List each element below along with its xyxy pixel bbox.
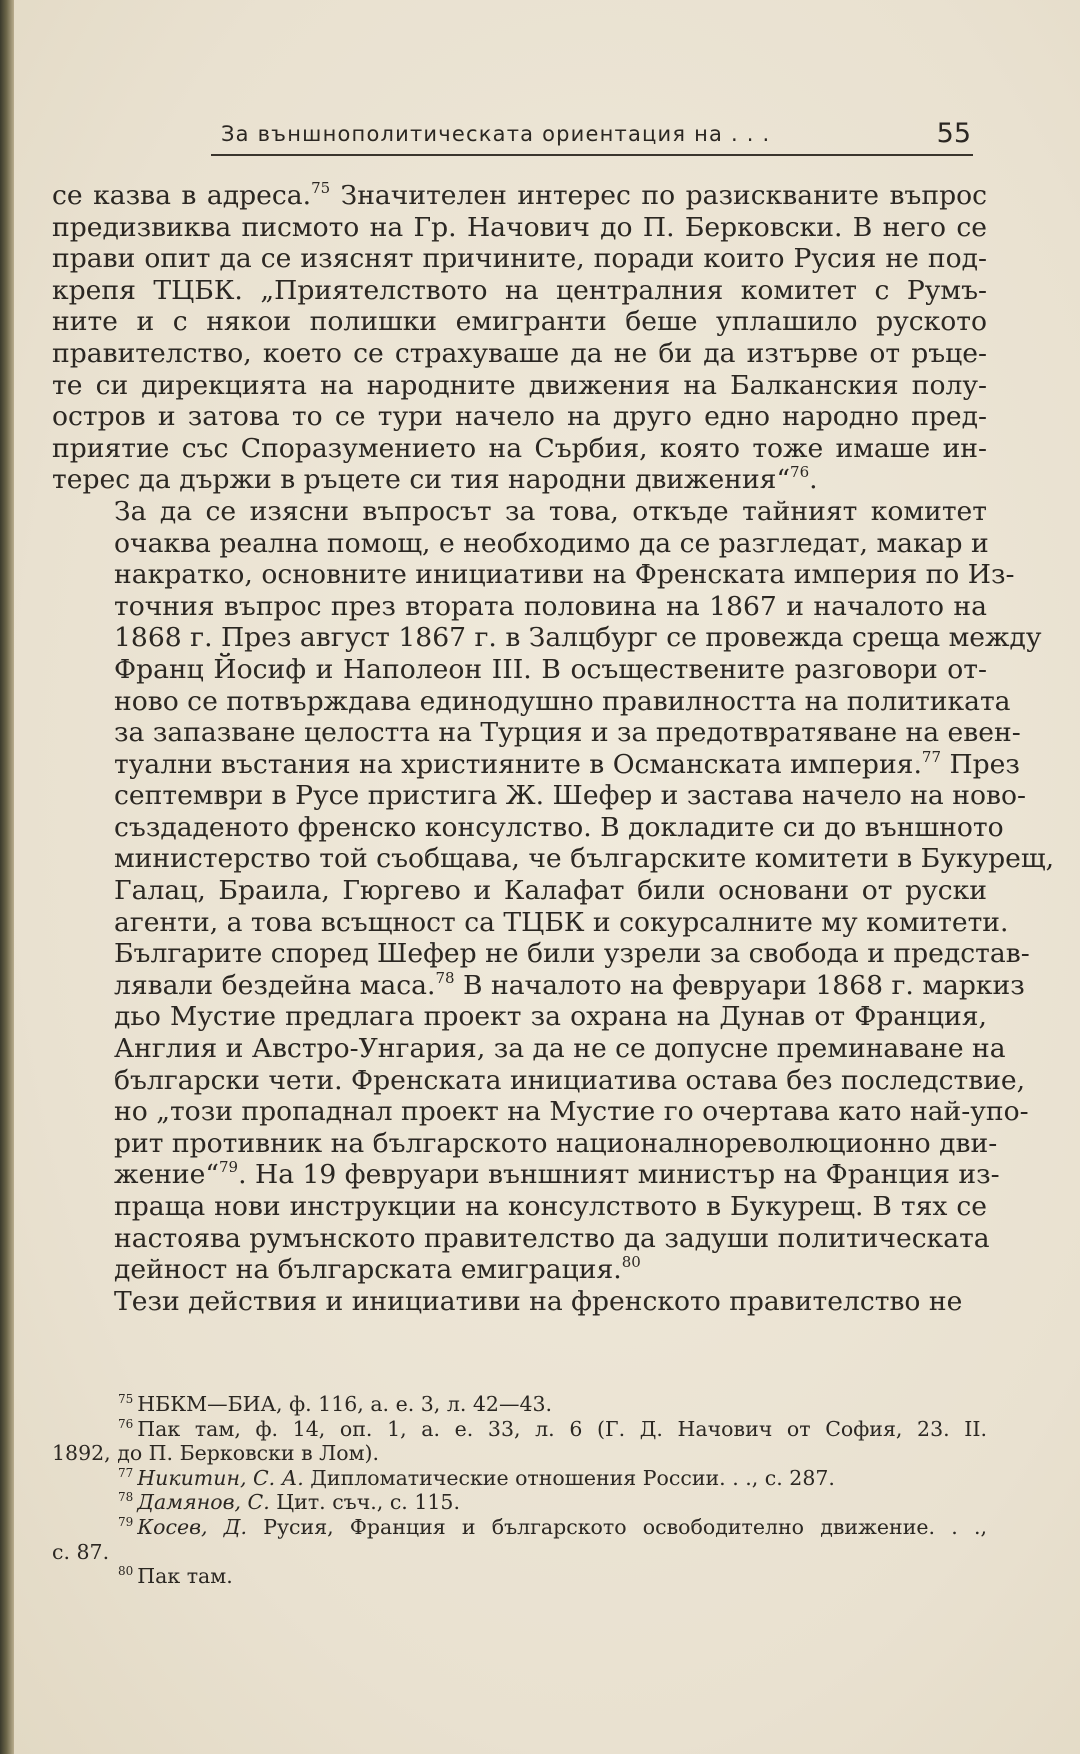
text-line: [52, 968, 1025, 1002]
text-span: дьо Мустие предлага проект за охрана на Дунав от Франция,: [114, 1001, 987, 1033]
text-span: български чети. Френската инициатива остава без последствие,: [114, 1064, 1026, 1096]
text-line: [52, 528, 987, 560]
footnote-ref: 80: [621, 1253, 641, 1272]
footnote-text: НБКМ—БИА, ф. 116, а. е. 3, л. 42—43.: [137, 1392, 553, 1416]
text-line: [52, 1191, 987, 1223]
text-span: очаква реална помощ, е необходимо да се разгледат, макар и: [114, 527, 989, 559]
text-line: [52, 1222, 990, 1255]
text-span: ните и с някои полишки емигранти беше уплашило руското: [52, 306, 987, 338]
text-span: правителство, което се страхуваше да не би да изтърве от ръце-: [52, 337, 987, 369]
text-line: [52, 275, 987, 307]
footnote-continuation: 1892, до П. Берковски в Лом).: [52, 1441, 380, 1466]
text-line: [52, 938, 1030, 970]
text-line: [52, 1096, 1029, 1128]
text-span: През: [941, 748, 1020, 780]
text-line: [52, 591, 987, 623]
footnote: [52, 1466, 987, 1491]
text-span: за запазване целостта на Турция и за предотвратяване на евен-: [114, 717, 1021, 749]
text-span: приятие със Споразумението на Сърбия, която тоже имаше ин-: [52, 432, 987, 464]
text-span: .: [809, 464, 818, 496]
text-line: [52, 780, 1026, 812]
text-span: агенти, а това всъщност са ТЦБК и сокурсалните му комитети.: [114, 906, 1009, 938]
text-span: Англия и Австро-Унгария, за да не се допусне преминаване на: [114, 1033, 1006, 1065]
text-span: настоява румънското правителство да задуши политическата: [114, 1222, 990, 1254]
text-line: [52, 306, 987, 338]
body-text: [52, 179, 1055, 1317]
text-span: се казва в адреса.: [52, 180, 312, 211]
paragraph: [52, 1286, 987, 1318]
footnote-ref: 78: [435, 968, 455, 987]
paragraph: [52, 180, 987, 496]
text-span: предизвиква писмото на Гр. Начович до П. Берковски. В него се: [52, 211, 987, 243]
footnote-author: Дамянов, С.: [137, 1490, 270, 1515]
text-line: [52, 1001, 987, 1033]
text-span: 1868 г. През август 1867 г. в Залцбург се провежда среща между: [114, 622, 1042, 654]
text-line: [52, 370, 987, 402]
text-line: [52, 717, 1021, 749]
text-line: [52, 843, 1055, 875]
book-spine-shadow: [0, 0, 14, 1754]
text-span: дейност на българската емиграция.: [114, 1254, 622, 1286]
footnote: [52, 1417, 987, 1442]
text-line: [52, 243, 987, 275]
text-span: прави опит да се изяснят причините, поради които Русия не под-: [52, 243, 987, 275]
text-span: рит противник на българското националнореволюционно дви-: [114, 1127, 998, 1159]
text-span: За да се изясни въпросът за това, откъде тайният комитет: [114, 495, 987, 527]
footnote-number: 79: [118, 1514, 134, 1529]
footnote: [52, 1490, 987, 1515]
text-line: [52, 180, 987, 212]
text-span: туални въстания на християните в Османската империя.: [114, 748, 922, 780]
text-line: [52, 496, 987, 528]
text-line: [52, 906, 1009, 939]
footnote: [52, 1392, 987, 1417]
text-line: [52, 212, 987, 244]
running-head: [211, 118, 973, 158]
footnote-author: Никитин, С. А.: [137, 1465, 304, 1490]
text-line: [52, 464, 987, 496]
text-line: [52, 747, 1020, 781]
footnote-ref: 79: [219, 1158, 239, 1177]
header-rule: [211, 154, 973, 156]
text-line: [52, 1127, 998, 1160]
text-line: [52, 1033, 1006, 1065]
footnote-ref: 76: [790, 463, 810, 482]
text-line: [52, 401, 987, 433]
footnote-number: 77: [118, 1465, 134, 1480]
footnote-ref: 77: [921, 747, 942, 766]
text-span: ново се потвърждава единодушно правилността на политиката: [114, 685, 1011, 717]
running-title: За външнополитическата ориентация на . . .: [221, 122, 771, 146]
text-span: те си дирекцията на народните движения на Балканския полу-: [52, 369, 987, 401]
footnote-text: Русия, Франция и българското освободително движение. . .,: [246, 1514, 987, 1539]
text-span: Значителен интерес по разискваните въпрос: [330, 180, 988, 211]
text-span: министерство той съобщава, че българските комитети в Букурещ,: [114, 843, 1055, 875]
text-line: [52, 1286, 987, 1318]
footnote-ref: 75: [311, 179, 331, 197]
paragraph: [52, 495, 1055, 1286]
text-span: праща нови инструкции на консулството в Букурещ. В тях се: [114, 1191, 987, 1222]
text-span: остров и затова то се тури начело на друго едно народно пред-: [52, 401, 987, 433]
footnote-text: Пак там, ф. 14, оп. 1, а. е. 33, л. 6 (Г. Д. Начович от София, 23. II.: [137, 1416, 987, 1441]
footnote-number: 75: [118, 1392, 134, 1406]
text-line: [52, 685, 1011, 718]
footnote-continuation: с. 87.: [52, 1539, 110, 1564]
footnote-number: 80: [118, 1564, 134, 1579]
text-span: но „този пропаднал проект на Мустие го очертава като най-упо-: [114, 1096, 1029, 1128]
text-line: [52, 875, 987, 907]
text-span: Българите според Шефер не били узрели за свобода и представ-: [114, 938, 1030, 970]
text-line: [52, 654, 987, 686]
footnote: [52, 1564, 987, 1589]
footnote-text: Пак там.: [137, 1564, 233, 1589]
text-line: [52, 338, 987, 370]
footnotes: [52, 1392, 987, 1589]
footnote-text: Дипломатические отношения России. . ., с. 287.: [303, 1465, 835, 1490]
text-span: В началото на февруари 1868 г. маркиз: [454, 969, 1025, 1001]
footnote: [52, 1515, 987, 1540]
text-span: точния въпрос през втората половина на 1867 и началото на: [114, 590, 987, 622]
text-line: [52, 811, 1004, 844]
text-line: [52, 559, 1015, 591]
text-span: Тези действия и инициативи на френското правителство не: [114, 1285, 963, 1317]
text-span: Галац, Браила, Гюргево и Калафат били основани от руски: [114, 875, 987, 907]
footnote-number: 76: [118, 1416, 134, 1431]
text-line: [52, 1158, 1000, 1191]
text-span: терес да държи в ръцете си тия народни движения“: [52, 464, 791, 496]
text-line: [52, 1254, 987, 1286]
text-span: създаденото френско консулство. В докладите си до външното: [114, 811, 1004, 843]
text-span: жение“: [114, 1159, 219, 1191]
text-span: Франц Йосиф и Наполеон III. В осъществените разговори от-: [114, 653, 987, 685]
footnote-author: Косев, Д.: [137, 1514, 247, 1539]
footnote-number: 78: [118, 1490, 134, 1505]
text-span: . На 19 февруари външният министър на Франция из-: [238, 1159, 1000, 1191]
page-number: 55: [936, 118, 971, 149]
text-span: крепя ТЦБК. „Приятелството на централния комитет с Румъ-: [52, 274, 987, 306]
text-span: накратко, основните инициативи на Френската империя по Из-: [114, 559, 1015, 591]
text-line: [52, 1064, 1026, 1097]
text-line: [52, 433, 987, 465]
footnote-text: Цит. съч., с. 115.: [269, 1490, 460, 1515]
text-span: септември в Русе пристига Ж. Шефер и застава начело на ново-: [114, 780, 1026, 812]
text-span: лявали бездейна маса.: [114, 969, 436, 1001]
text-line: [52, 622, 1042, 654]
